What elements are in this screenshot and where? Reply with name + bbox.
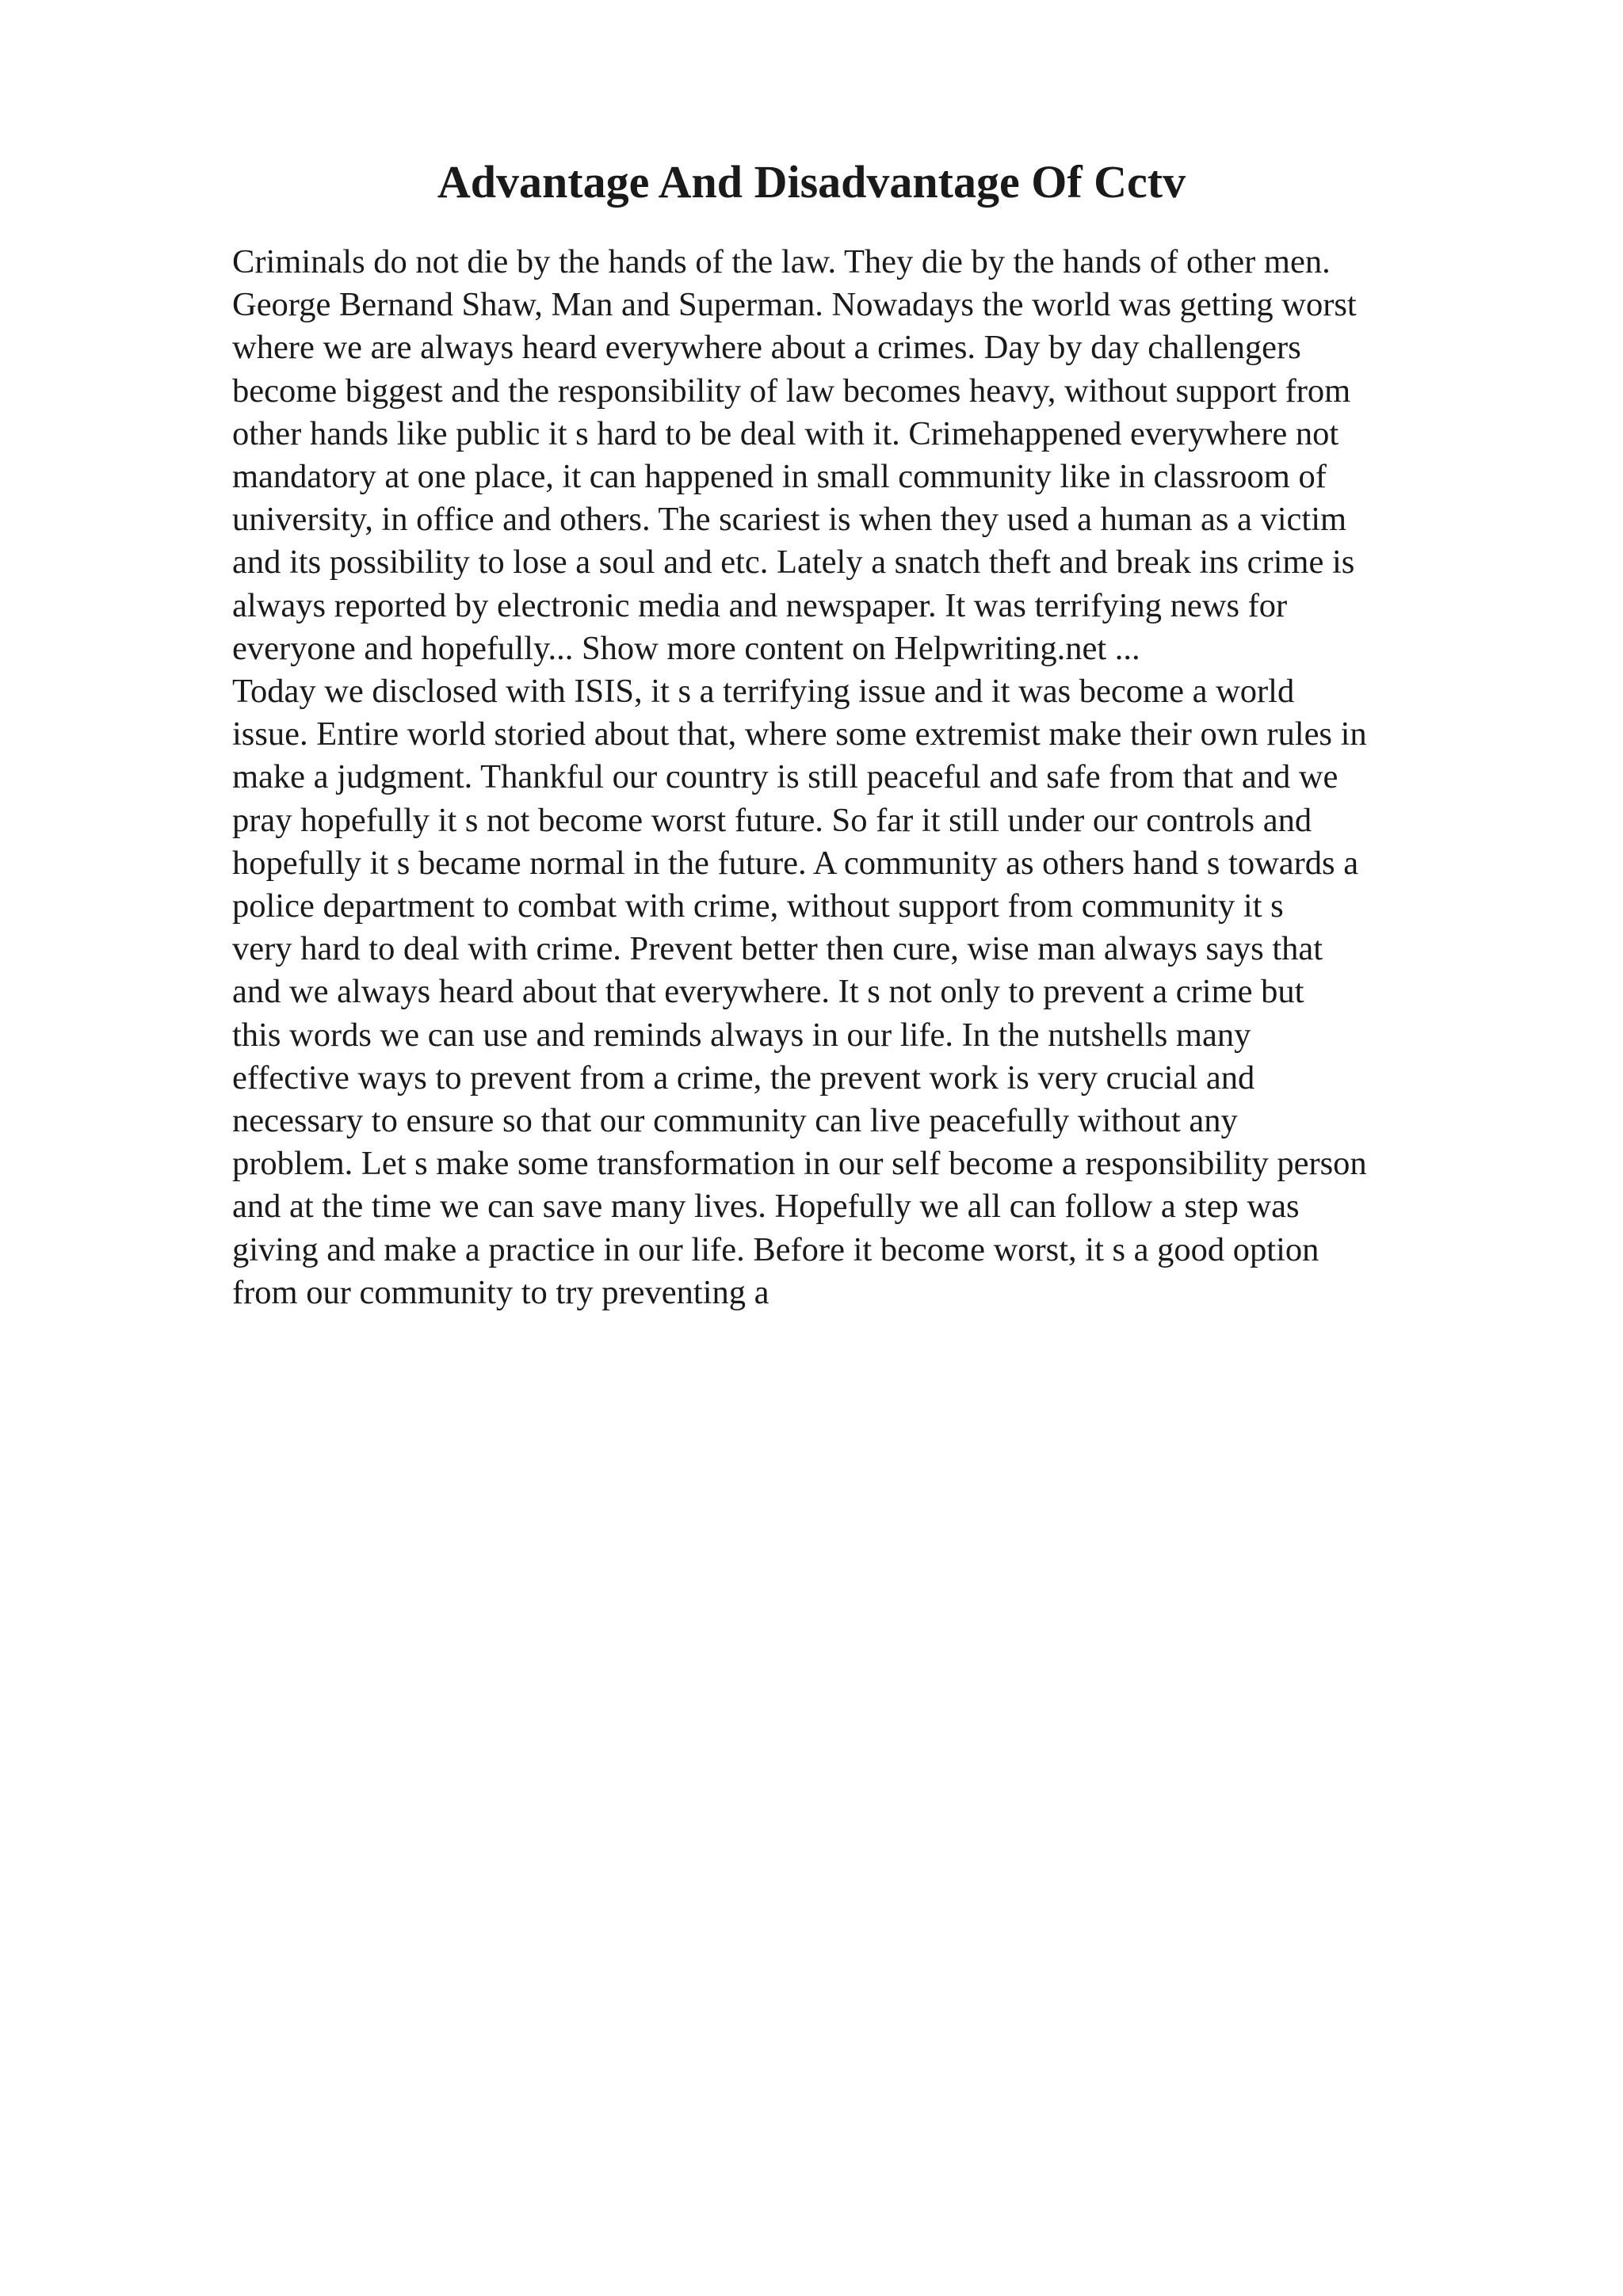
text-line: always reported by electronic media and newspaper. It was terrifying news for [232,586,1288,624]
paragraph-2 [232,670,1484,1314]
text-line: issue. Entire world storied about that, where some extremist make their own rules in [232,715,1367,753]
text-line: this words we can use and reminds always in our life. In the nutshells many [232,1016,1251,1054]
text-line: everyone and hopefully... Show more content on Helpwriting.net ... [232,629,1140,667]
text-line: police department to combat with crime, without support from community it s [232,887,1284,925]
text-line: very hard to deal with crime. Prevent better then cure, wise man always says that [232,930,1323,968]
text-line: giving and make a practice in our life. Before it become worst, it s a good option [232,1230,1319,1268]
text-line: and its possibility to lose a soul and etc. Lately a snatch theft and break ins crime is [232,543,1355,582]
page-title: Advantage And Disadvantage Of Cctv [437,156,1186,208]
text-line: problem. Let s make some transformation in our self become a responsibility person [232,1145,1367,1183]
text-line: necessary to ensure so that our community can live peacefully without any [232,1102,1238,1140]
text-line: George Bernand Shaw, Man and Superman. Nowadays the world was getting worst [232,286,1357,324]
text-line: other hands like public it s hard to be deal with it. Crimehappened everywhere not [232,414,1339,452]
text-line: Criminals do not die by the hands of the law. They die by the hands of other men. [232,243,1331,280]
text-line: make a judgment. Thankful our country is still peaceful and safe from that and we [232,758,1338,796]
text-line: where we are always heard everywhere about a crimes. Day by day challengers [232,329,1301,367]
text-line: become biggest and the responsibility of law becomes heavy, without support from [232,372,1351,410]
text-line: effective ways to prevent from a crime, the prevent work is very crucial and [232,1058,1255,1097]
text-line: Today we disclosed with ISIS, it s a terrifying issue and it was become a world [232,673,1295,711]
text-line: pray hopefully it s not become worst future. So far it still under our controls and [232,801,1312,839]
body-text [232,241,1484,1314]
text-line: from our community to try preventing a [232,1273,769,1311]
text-line: hopefully it s became normal in the future. A community as others hand s towards a [232,844,1359,882]
paragraph-1 [232,241,1484,670]
text-line: university, in office and others. The scariest is when they used a human as a victim [232,501,1347,539]
text-line: and at the time we can save many lives. Hopefully we all can follow a step was [232,1188,1300,1226]
text-line: mandatory at one place, it can happened in small community like in classroom of [232,458,1327,496]
text-line: and we always heard about that everywhere. It s not only to prevent a crime but [232,973,1304,1011]
